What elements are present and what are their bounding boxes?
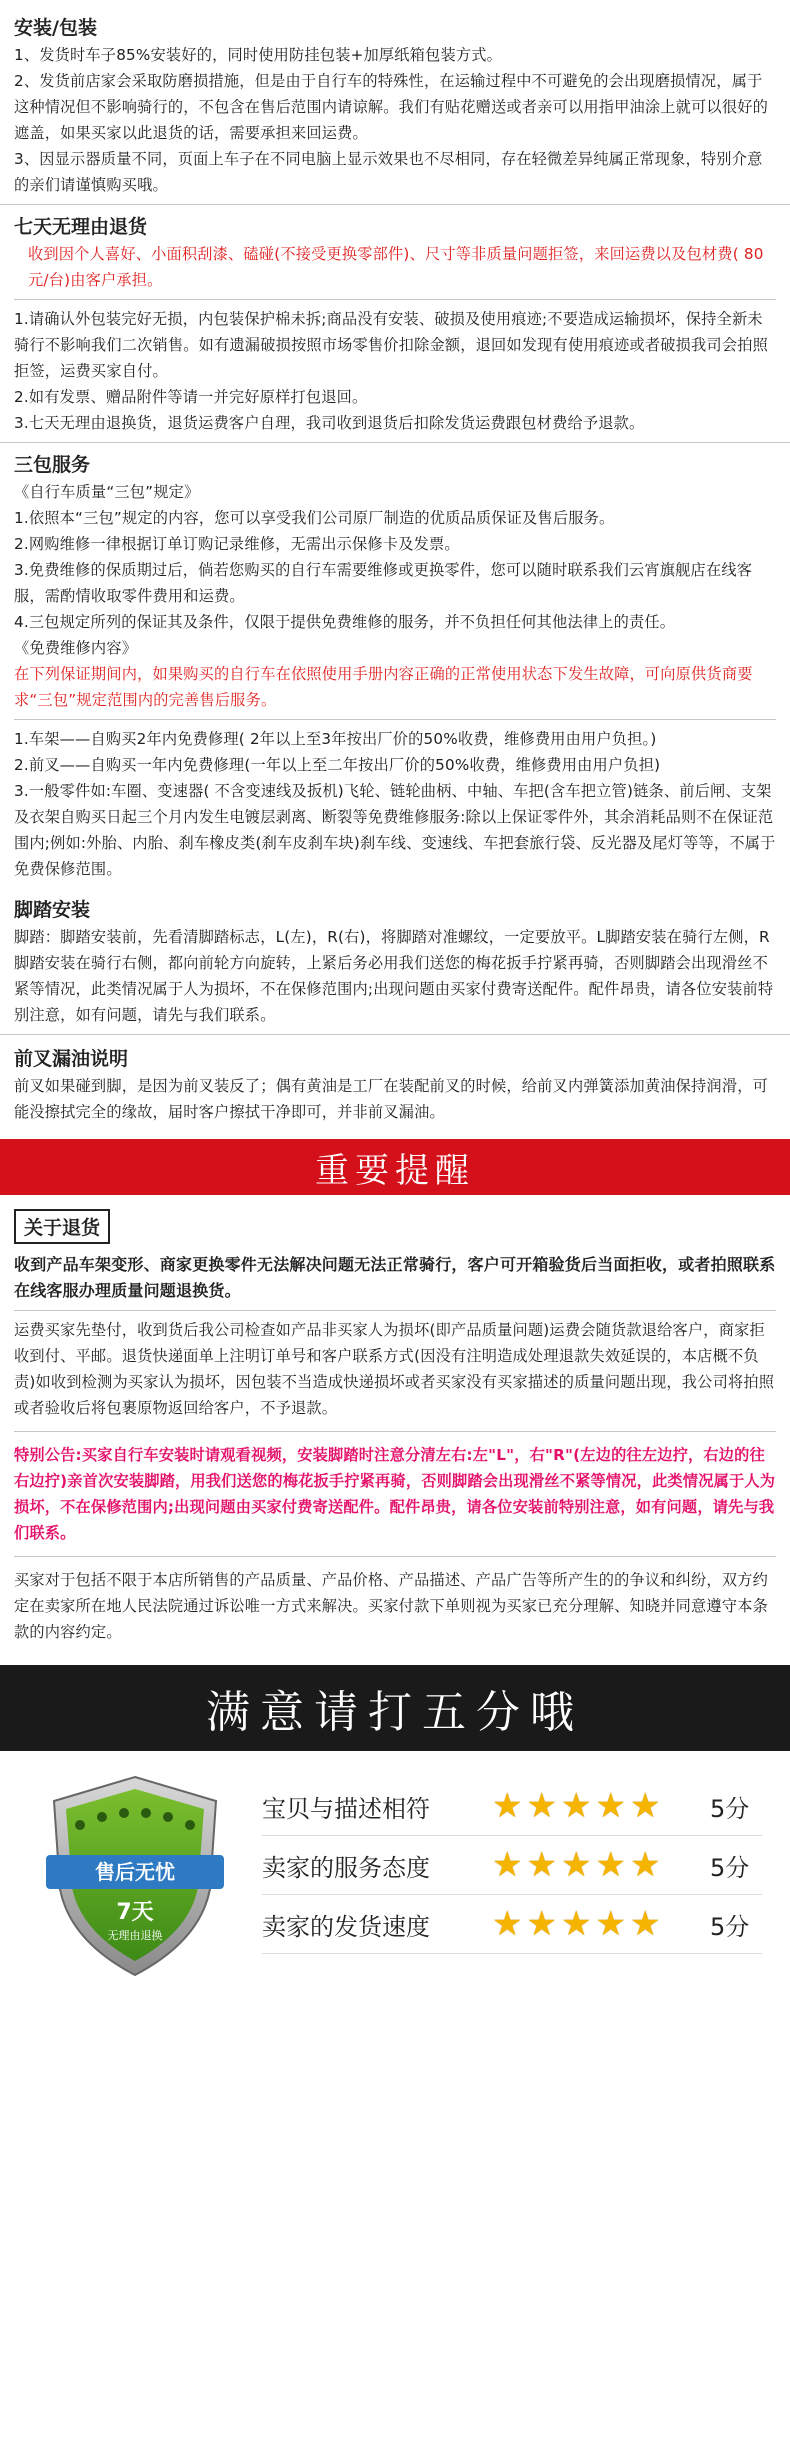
sanbao-q3: 3.一般零件如:车圈、变速器( 不含变速线及扳机)飞轮、链轮曲柄、中轴、车把(含车把立管)链条、前后闸、支架及衣架自购买日起三个月内发生电镀层剥离、断裂等免费维修服务:除以上保证零件外，其余消耗品则不在保证范围内;例如:外胎、内胎、刹车橡皮类(刹车皮刹车块)刹车线、变速线、车把套旅行袋、反光器及尾灯等等，不属于免费保修范围。 xyxy=(14,782,776,878)
badge-line1: 售后无忧 xyxy=(95,1860,175,1884)
install-p3: 3、因显示器质量不同，页面上车子在不同电脑上显示效果也不尽相同，存在轻微差异纯属正常现象，特别介意的亲们请谨慎购买哦。 xyxy=(14,150,763,194)
install-p1: 1、发货时车子85%安装好的，同时使用防挂包装+加厚纸箱包装方式。 xyxy=(14,46,502,64)
star-icon: ★ xyxy=(560,1904,592,1944)
divider xyxy=(14,1310,776,1311)
return7-p2: 2.如有发票、赠品附件等请一并完好原样打包退回。 xyxy=(14,388,368,406)
rating-section xyxy=(0,1751,790,1987)
install-section xyxy=(0,0,790,198)
pedal-text: 脚踏：脚踏安装前，先看清脚踏标志，L(左)，R(右)，将脚踏对准螺纹，一定要放平。L脚踏安装在骑行左侧，R脚踏安装在骑行右侧，都向前轮方向旋转，上紧后务必用我们送您的梅花扳手拧紧再骑，否则脚踏会出现滑丝不紧等情况，此类情况属于人为损坏，不在保修范围内;出现问题由买家付费寄送配件。配件昂贵，请各位安装前特别注意，如有问题，请先与我们联系。 xyxy=(14,928,774,1024)
star-icon: ★ xyxy=(526,1904,557,1944)
star-icon: ★ xyxy=(629,1845,661,1885)
sanbao-q1: 1.车架——自购买2年内免费修理( 2年以上至3年按出厂价的50%收费，维修费用由用户负担。) xyxy=(14,730,657,748)
sanbao-subtitle: 《自行车质量“三包”规定》 xyxy=(14,483,200,501)
star-icon: ★ xyxy=(595,1845,626,1885)
star-icon: ★ xyxy=(560,1845,592,1885)
divider xyxy=(0,204,790,205)
rating-row xyxy=(262,1836,762,1895)
rating-score: 5分 xyxy=(710,1794,750,1823)
star-icon: ★ xyxy=(629,1904,661,1944)
star-icon: ★ xyxy=(492,1845,523,1885)
rating-row xyxy=(262,1777,762,1836)
badge-line2: 7天 xyxy=(116,1900,154,1925)
fork-title: 前叉漏油说明 xyxy=(14,1048,129,1070)
star-icon: ★ xyxy=(526,1786,557,1826)
rating-stars xyxy=(492,1845,692,1885)
divider xyxy=(14,299,776,300)
star-icon: ★ xyxy=(492,1904,523,1944)
sanbao-subtitle-2: 《免费维修内容》 xyxy=(14,639,138,657)
badge-line3: 无理由退换 xyxy=(107,1929,163,1942)
return7-title: 七天无理由退货 xyxy=(14,216,148,238)
return7-p3: 3.七天无理由退换货，退货运费客户自理，我司收到退货后扣除发货运费跟包材费给予退款。 xyxy=(14,414,645,432)
star-icon: ★ xyxy=(595,1786,626,1826)
sanbao-section xyxy=(0,449,790,882)
rating-label: 宝贝与描述相符 xyxy=(262,1794,430,1823)
return7-section xyxy=(0,211,790,436)
rating-score: 5分 xyxy=(710,1853,750,1882)
rating-stars xyxy=(492,1904,692,1944)
star-icon: ★ xyxy=(560,1786,592,1826)
fork-section xyxy=(0,1041,790,1125)
return-box-label: 关于退货 xyxy=(14,1209,110,1244)
install-p2: 2、发货前店家会采取防磨损措施，但是由于自行车的特殊性，在运输过程中不可避免的会出现磨损情况，属于这种情况但不影响骑行的，不包含在售后范围内请谅解。我们有贴花赠送或者亲可以用指甲油涂上就可以很好的遮盖，如果买家以此退货的话，需要承担来回运费。 xyxy=(14,72,768,142)
sanbao-p4: 4.三包规定所列的保证其及条件，仅限于提供免费维修的服务，并不负担任何其他法律上的责任。 xyxy=(14,613,676,631)
star-icon: ★ xyxy=(629,1786,661,1826)
sanbao-p3: 3.免费维修的保质期过后，倘若您购买的自行车需要维修或更换零件，您可以随时联系我们云宵旗舰店在线客服，需酌情收取零件费用和运费。 xyxy=(14,561,753,605)
notice-section xyxy=(0,1195,790,1645)
sanbao-red-note: 在下列保证期间内，如果购买的自行车在依照使用手册内容正确的正常使用状态下发生故障，可向原供货商要求“三包”规定范围内的完善售后服务。 xyxy=(14,665,753,709)
install-title: 安装/包装 xyxy=(14,17,97,39)
notice-p1: 运费买家先垫付，收到货后我公司检查如产品非买家人为损坏(即产品质量问题)运费会随货款退给客户，商家拒收到付、平邮。退货快递面单上注明订单号和客户联系方式(因没有注明造成处理退款失效延误的，本店概不负责)如收到检测为买家认为损坏，因包装不当造成快递损坏或者买家没有买家描述的质量问题出现，我公司将拍照或者验收后将包裹原物返回给客户，不予退款。 xyxy=(14,1321,775,1417)
star-icon: ★ xyxy=(595,1904,626,1944)
star-icon: ★ xyxy=(492,1786,523,1826)
notice-bold: 收到产品车架变形、商家更换零件无法解决问题无法正常骑行，客户可开箱验货后当面拒收，或者拍照联系在线客服办理质量问题退换货。 xyxy=(14,1255,776,1300)
divider xyxy=(0,1034,790,1035)
divider xyxy=(14,1431,776,1432)
rating-stars xyxy=(492,1786,692,1826)
rating-label: 卖家的发货速度 xyxy=(262,1912,430,1941)
rating-rows xyxy=(262,1777,762,1954)
pedal-section xyxy=(0,882,790,1028)
star-icon: ★ xyxy=(526,1845,557,1885)
divider xyxy=(14,1556,776,1557)
sanbao-p2: 2.网购维修一律根据订单订购记录维修，无需出示保修卡及发票。 xyxy=(14,535,460,553)
notice-p2: 买家对于包括不限于本店所销售的产品质量、产品价格、产品描述、产品广告等所产生的的争议和纠纷，双方约定在卖家所在地人民法院通过诉讼唯一方式来解决。买家付款下单则视为买家已充分理解、知晓并同意遵守本条款的内容约定。 xyxy=(14,1571,768,1641)
sanbao-q2: 2.前叉——自购买一年内免费修理(一年以上至二年按出厂价的50%收费，维修费用由用户负担) xyxy=(14,756,661,774)
notice-special: 特别公告:买家自行车安装时请观看视频，安装脚踏时注意分清左右:左"L"，右"R"(左边的往左边拧，右边的往右边拧)亲首次安装脚踏，用我们送您的梅花扳手拧紧再骑，否则脚踏会出现滑丝不紧等情况，此类情况属于人为损坏，不在保修范围内;出现问题由买家付费寄送配件。配件昂贵，请各位安装前特别注意，如有问题，请先与我们联系。 xyxy=(14,1446,776,1542)
rating-row xyxy=(262,1895,762,1954)
divider xyxy=(0,442,790,443)
return7-p1: 1.请确认外包装完好无损，内包装保护棉未拆;商品没有安装、破损及使用痕迹;不要造成运输损坏，保持全新未骑行不影响我们二次销售。如有遗漏破损按照市场零售价扣除金额，退回如发现有使用痕迹或者破损我司会拍照拒签，运费买家自付。 xyxy=(14,310,768,380)
sanbao-title: 三包服务 xyxy=(14,454,91,476)
rating-label: 卖家的服务态度 xyxy=(262,1853,430,1882)
after-sales-shield-icon xyxy=(40,1771,230,1981)
return7-red-note: 收到因个人喜好、小面积刮漆、磕碰(不接受更换零部件)、尺寸等非质量问题拒签，来回运费以及包材费( 80元/台)由客户承担。 xyxy=(28,245,764,289)
divider xyxy=(14,719,776,720)
fork-text: 前叉如果碰到脚，是因为前叉装反了；偶有黄油是工厂在装配前叉的时候，给前叉内弹簧添加黄油保持润滑，可能没擦拭完全的缘故，届时客户擦拭干净即可，并非前叉漏油。 xyxy=(14,1077,768,1121)
rating-score: 5分 xyxy=(710,1912,750,1941)
pedal-title: 脚踏安装 xyxy=(14,899,91,921)
rating-banner: 满意请打五分哦 xyxy=(0,1665,790,1751)
sanbao-p1: 1.依照本“三包”规定的内容，您可以享受我们公司原厂制造的优质品质保证及售后服务。 xyxy=(14,509,615,527)
important-banner: 重要提醒 xyxy=(0,1139,790,1195)
